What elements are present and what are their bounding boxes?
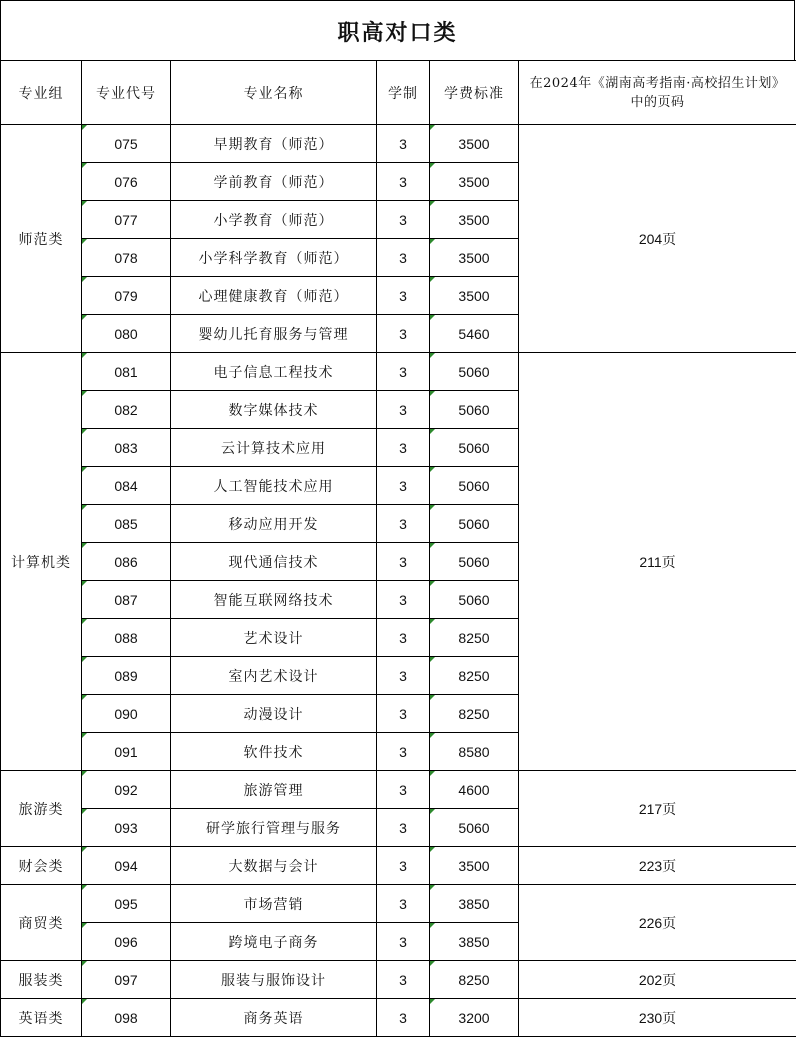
major-code-cell: 097 <box>82 961 171 999</box>
major-code-cell: 095 <box>82 885 171 923</box>
major-name-cell: 商务英语 <box>171 999 377 1037</box>
guide-page-cell: 202页 <box>519 961 796 999</box>
header-group: 专业组 <box>1 61 82 125</box>
major-code-cell: 079 <box>82 277 171 315</box>
duration-cell: 3 <box>377 847 430 885</box>
header-code: 专业代号 <box>82 61 171 125</box>
group-name-cell: 英语类 <box>1 999 82 1037</box>
major-code-cell: 084 <box>82 467 171 505</box>
table-row <box>1 885 796 923</box>
group-name-cell: 服装类 <box>1 961 82 999</box>
major-name-cell: 动漫设计 <box>171 695 377 733</box>
header-name: 专业名称 <box>171 61 377 125</box>
duration-cell: 3 <box>377 391 430 429</box>
tuition-cell: 5060 <box>430 429 519 467</box>
major-code-cell: 078 <box>82 239 171 277</box>
duration-cell: 3 <box>377 619 430 657</box>
duration-cell: 3 <box>377 733 430 771</box>
major-name-cell: 学前教育（师范） <box>171 163 377 201</box>
page-title: 职高对口类 <box>0 0 795 61</box>
major-name-cell: 小学教育（师范） <box>171 201 377 239</box>
group-name-cell: 计算机类 <box>1 353 82 771</box>
tuition-cell: 4600 <box>430 771 519 809</box>
tuition-cell: 3500 <box>430 847 519 885</box>
duration-cell: 3 <box>377 581 430 619</box>
duration-cell: 3 <box>377 239 430 277</box>
major-name-cell: 跨境电子商务 <box>171 923 377 961</box>
tuition-cell: 5060 <box>430 391 519 429</box>
tuition-cell: 3500 <box>430 125 519 163</box>
major-name-cell: 服装与服饰设计 <box>171 961 377 999</box>
major-code-cell: 076 <box>82 163 171 201</box>
duration-cell: 3 <box>377 771 430 809</box>
group-name-cell: 商贸类 <box>1 885 82 961</box>
major-code-cell: 077 <box>82 201 171 239</box>
tuition-cell: 8250 <box>430 619 519 657</box>
duration-cell: 3 <box>377 657 430 695</box>
duration-cell: 3 <box>377 505 430 543</box>
table-row <box>1 961 796 999</box>
major-code-cell: 096 <box>82 923 171 961</box>
major-name-cell: 市场营销 <box>171 885 377 923</box>
table-row <box>1 771 796 809</box>
header-years: 学制 <box>377 61 430 125</box>
tuition-cell: 5060 <box>430 581 519 619</box>
tuition-cell: 8250 <box>430 961 519 999</box>
duration-cell: 3 <box>377 163 430 201</box>
major-code-cell: 080 <box>82 315 171 353</box>
tuition-cell: 3500 <box>430 163 519 201</box>
major-name-cell: 智能互联网络技术 <box>171 581 377 619</box>
major-code-cell: 075 <box>82 125 171 163</box>
major-code-cell: 090 <box>82 695 171 733</box>
duration-cell: 3 <box>377 201 430 239</box>
duration-cell: 3 <box>377 885 430 923</box>
major-code-cell: 088 <box>82 619 171 657</box>
guide-page-cell: 204页 <box>519 125 796 353</box>
guide-page-cell: 223页 <box>519 847 796 885</box>
major-name-cell: 小学科学教育（师范） <box>171 239 377 277</box>
tuition-cell: 5060 <box>430 809 519 847</box>
header-row <box>1 61 796 125</box>
header-fee: 学费标准 <box>430 61 519 125</box>
major-code-cell: 091 <box>82 733 171 771</box>
table-row <box>1 125 796 163</box>
major-code-cell: 086 <box>82 543 171 581</box>
duration-cell: 3 <box>377 429 430 467</box>
major-name-cell: 云计算技术应用 <box>171 429 377 467</box>
duration-cell: 3 <box>377 999 430 1037</box>
duration-cell: 3 <box>377 353 430 391</box>
major-name-cell: 旅游管理 <box>171 771 377 809</box>
guide-page-cell: 211页 <box>519 353 796 771</box>
tuition-cell: 5460 <box>430 315 519 353</box>
major-name-cell: 研学旅行管理与服务 <box>171 809 377 847</box>
table-row <box>1 999 796 1037</box>
major-name-cell: 心理健康教育（师范） <box>171 277 377 315</box>
tuition-cell: 5060 <box>430 543 519 581</box>
table-row <box>1 353 796 391</box>
major-name-cell: 婴幼儿托育服务与管理 <box>171 315 377 353</box>
tuition-cell: 8580 <box>430 733 519 771</box>
tuition-cell: 5060 <box>430 505 519 543</box>
tuition-cell: 3850 <box>430 923 519 961</box>
major-name-cell: 室内艺术设计 <box>171 657 377 695</box>
duration-cell: 3 <box>377 695 430 733</box>
guide-page-cell: 217页 <box>519 771 796 847</box>
tuition-cell: 3500 <box>430 201 519 239</box>
duration-cell: 3 <box>377 543 430 581</box>
major-code-cell: 085 <box>82 505 171 543</box>
tuition-cell: 8250 <box>430 657 519 695</box>
tuition-cell: 5060 <box>430 353 519 391</box>
table-body <box>1 125 796 1037</box>
guide-page-cell: 226页 <box>519 885 796 961</box>
tuition-cell: 3850 <box>430 885 519 923</box>
major-name-cell: 早期教育（师范） <box>171 125 377 163</box>
tuition-cell: 3500 <box>430 277 519 315</box>
major-name-cell: 人工智能技术应用 <box>171 467 377 505</box>
major-code-cell: 087 <box>82 581 171 619</box>
major-code-cell: 081 <box>82 353 171 391</box>
tuition-cell: 3200 <box>430 999 519 1037</box>
tuition-cell: 5060 <box>430 467 519 505</box>
duration-cell: 3 <box>377 809 430 847</box>
group-name-cell: 旅游类 <box>1 771 82 847</box>
guide-page-cell: 230页 <box>519 999 796 1037</box>
major-name-cell: 软件技术 <box>171 733 377 771</box>
group-name-cell: 师范类 <box>1 125 82 353</box>
duration-cell: 3 <box>377 125 430 163</box>
major-code-cell: 082 <box>82 391 171 429</box>
majors-table <box>0 60 796 1037</box>
major-code-cell: 093 <box>82 809 171 847</box>
duration-cell: 3 <box>377 277 430 315</box>
header-page: 在2024年《湖南高考指南·高校招生计划》中的页码 <box>519 61 796 125</box>
major-name-cell: 艺术设计 <box>171 619 377 657</box>
major-code-cell: 089 <box>82 657 171 695</box>
major-code-cell: 092 <box>82 771 171 809</box>
table-row <box>1 847 796 885</box>
duration-cell: 3 <box>377 315 430 353</box>
duration-cell: 3 <box>377 961 430 999</box>
duration-cell: 3 <box>377 923 430 961</box>
major-code-cell: 094 <box>82 847 171 885</box>
tuition-cell: 8250 <box>430 695 519 733</box>
major-name-cell: 移动应用开发 <box>171 505 377 543</box>
major-code-cell: 098 <box>82 999 171 1037</box>
duration-cell: 3 <box>377 467 430 505</box>
major-code-cell: 083 <box>82 429 171 467</box>
major-name-cell: 现代通信技术 <box>171 543 377 581</box>
group-name-cell: 财会类 <box>1 847 82 885</box>
major-name-cell: 大数据与会计 <box>171 847 377 885</box>
major-name-cell: 电子信息工程技术 <box>171 353 377 391</box>
major-name-cell: 数字媒体技术 <box>171 391 377 429</box>
tuition-cell: 3500 <box>430 239 519 277</box>
